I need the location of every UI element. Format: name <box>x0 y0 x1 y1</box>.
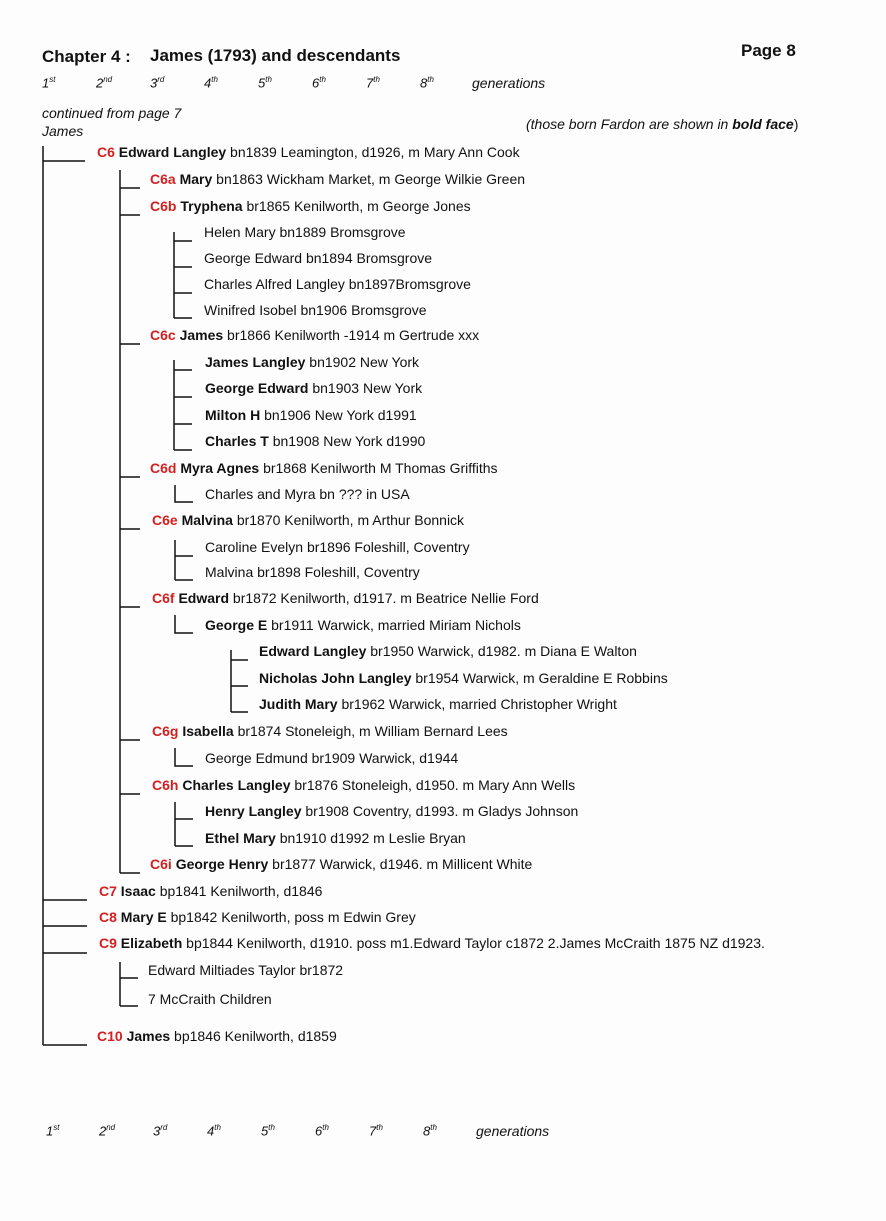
generations-word: generations <box>472 75 546 91</box>
person-name: Henry Langley <box>205 803 302 819</box>
generations-word: generations <box>476 1123 550 1139</box>
generation-suffix: rd <box>160 1123 168 1132</box>
person-details: bp1842 Kenilworth, poss m Edwin Grey <box>166 909 416 925</box>
tree-entry <box>259 696 617 712</box>
person-details: bp1846 Kenilworth, d1859 <box>170 1028 337 1044</box>
tree-entry <box>204 276 471 292</box>
person-code: C6g <box>152 723 183 739</box>
person-name: Malvina <box>181 512 233 528</box>
person-name: Myra Agnes <box>180 460 260 476</box>
tree-entry <box>205 617 521 633</box>
generation-number: 3 <box>153 1123 161 1139</box>
person-code: C7 <box>99 883 121 899</box>
person-code: C6c <box>150 327 180 343</box>
person-details: bn1910 d1992 m Leslie Bryan <box>275 830 466 846</box>
tree-entry <box>150 327 479 343</box>
person-name: Edward <box>178 590 230 606</box>
person-name: Nicholas John Langley <box>259 670 412 686</box>
generation-number: 4 <box>204 75 212 91</box>
person-name: Ethel Mary <box>205 830 276 846</box>
tree-entry <box>204 224 406 240</box>
person-name: Isaac <box>120 883 156 899</box>
person-details: br1908 Coventry, d1993. m Gladys Johnson <box>301 803 579 819</box>
person-name: George Edward <box>205 380 309 396</box>
person-details: br1872 Kenilworth, d1917. m Beatrice Nellie Ford <box>229 590 539 606</box>
generation-suffix: th <box>430 1123 437 1132</box>
person-code: C6i <box>150 856 176 872</box>
continued-note: continued from page 7 <box>42 105 182 121</box>
person-details: br1950 Warwick, d1982. m Diana E Walton <box>366 643 637 659</box>
person-code: C6 <box>97 144 119 160</box>
generation-number: 5 <box>261 1123 269 1139</box>
person-details: bn1863 Wickham Market, m George Wilkie Green <box>212 171 526 187</box>
tree-entry <box>152 512 464 528</box>
generation-number: 5 <box>258 75 266 91</box>
legend-bold: bold face <box>732 116 794 132</box>
person-name: Milton H <box>205 407 261 423</box>
person-details: br1874 Stoneleigh, m William Bernard Lees <box>233 723 508 739</box>
tree-entry <box>205 564 420 580</box>
tree-entry <box>205 433 425 449</box>
generation-suffix: nd <box>103 75 113 84</box>
tree-entry <box>150 460 498 476</box>
person-details: br1877 Warwick, d1946. m Millicent White <box>268 856 533 872</box>
tree-entry <box>205 407 417 423</box>
person-details: br1868 Kenilworth M Thomas Griffiths <box>259 460 498 476</box>
person-name: George E <box>205 617 268 633</box>
tree-entry <box>97 1028 337 1044</box>
tree-entry <box>205 539 470 555</box>
tree-entry <box>259 670 668 686</box>
person-name: Mary E <box>120 909 167 925</box>
person-details: bn1908 New York d1990 <box>268 433 426 449</box>
person-name: Charles T <box>205 433 269 449</box>
legend-text: (those born Fardon are shown in <box>526 116 733 132</box>
person-details: bn1902 New York <box>305 354 420 370</box>
tree-entry <box>152 590 539 606</box>
person-code: C8 <box>99 909 121 925</box>
tree-entry <box>204 302 427 318</box>
generation-suffix: st <box>49 75 56 84</box>
page-number: Page 8 <box>741 41 796 60</box>
tree-entry <box>97 144 520 160</box>
person-name: Edward Langley <box>118 144 227 160</box>
tree-entry <box>152 723 508 739</box>
person-details: Caroline Evelyn br1896 Foleshill, Coventry <box>205 539 470 555</box>
person-name: James <box>126 1028 171 1044</box>
person-details: George Edward bn1894 Bromsgrove <box>204 250 433 266</box>
person-code: C6b <box>150 198 181 214</box>
person-details: Helen Mary bn1889 Bromsgrove <box>204 224 406 240</box>
chapter-label: Chapter 4 : <box>42 47 131 66</box>
tree-entry <box>148 962 343 978</box>
tree-entry <box>205 354 419 370</box>
person-name: George Henry <box>175 856 269 872</box>
tree-entry <box>152 777 575 793</box>
tree-entry <box>205 750 458 766</box>
legend-close: ) <box>793 116 799 132</box>
generation-suffix: th <box>376 1123 383 1132</box>
person-code: C10 <box>97 1028 127 1044</box>
generation-number: 7 <box>366 75 374 91</box>
person-details: bp1844 Kenilworth, d1910. poss m1.Edward Taylor c1872 2.James McCraith 1875 NZ d1923. <box>182 935 765 951</box>
person-details: br1865 Kenilworth, m George Jones <box>242 198 471 214</box>
person-details: br1866 Kenilworth -1914 m Gertrude xxx <box>223 327 480 343</box>
person-name: Elizabeth <box>120 935 183 951</box>
tree-entry <box>99 909 416 925</box>
generation-number: 3 <box>150 75 158 91</box>
tree-entry <box>205 486 410 502</box>
person-code: C6e <box>152 512 182 528</box>
generation-number: 6 <box>315 1123 323 1139</box>
person-details: bp1841 Kenilworth, d1846 <box>155 883 323 899</box>
person-details: Winifred Isobel bn1906 Bromsgrove <box>204 302 427 318</box>
person-details: Edward Miltiades Taylor br1872 <box>148 962 344 978</box>
tree-entry <box>150 171 525 187</box>
person-details: 7 McCraith Children <box>148 991 272 1007</box>
person-code: C6a <box>150 171 180 187</box>
tree-entry <box>148 991 272 1007</box>
generation-number: 2 <box>99 1123 107 1139</box>
person-details: br1911 Warwick, married Miriam Nichols <box>267 617 521 633</box>
generation-number: 1 <box>42 75 50 91</box>
tree-entry <box>150 198 471 214</box>
person-details: bn1839 Leamington, d1926, m Mary Ann Cook <box>226 144 520 160</box>
tree-entry <box>204 250 432 266</box>
person-details: Malvina br1898 Foleshill, Coventry <box>205 564 420 580</box>
tree-entry <box>99 883 322 899</box>
generation-suffix: th <box>214 1123 221 1132</box>
generation-number: 4 <box>207 1123 215 1139</box>
person-details: George Edmund br1909 Warwick, d1944 <box>205 750 459 766</box>
person-details: Charles and Myra bn ??? in USA <box>205 486 410 502</box>
person-name: Edward Langley <box>259 643 367 659</box>
person-details: br1962 Warwick, married Christopher Wright <box>337 696 617 712</box>
generation-suffix: th <box>373 75 380 84</box>
person-code: C6f <box>152 590 179 606</box>
generation-number: 2 <box>96 75 104 91</box>
person-code: C6h <box>152 777 183 793</box>
person-details: bn1903 New York <box>308 380 423 396</box>
generation-suffix: th <box>268 1123 275 1132</box>
generation-number: 8 <box>420 75 428 91</box>
generation-suffix: th <box>211 75 218 84</box>
tree-entry <box>259 643 637 659</box>
generation-number: 8 <box>423 1123 431 1139</box>
tree-entry <box>205 380 422 396</box>
person-name: Isabella <box>182 723 234 739</box>
generation-suffix: th <box>322 1123 329 1132</box>
person-details: bn1906 New York d1991 <box>260 407 417 423</box>
generation-suffix: th <box>319 75 326 84</box>
tree-entry <box>205 830 466 846</box>
person-details: br1870 Kenilworth, m Arthur Bonnick <box>232 512 465 528</box>
person-details: br1876 Stoneleigh, d1950. m Mary Ann Wells <box>290 777 576 793</box>
person-name: James Langley <box>205 354 306 370</box>
generation-number: 6 <box>312 75 320 91</box>
generation-suffix: rd <box>157 75 165 84</box>
root-ancestor: James <box>42 123 84 139</box>
person-code: C6d <box>150 460 181 476</box>
tree-entry <box>99 935 765 951</box>
generation-suffix: st <box>53 1123 60 1132</box>
person-name: Charles Langley <box>182 777 291 793</box>
generation-suffix: nd <box>106 1123 116 1132</box>
person-name: James <box>179 327 224 343</box>
generation-number: 7 <box>369 1123 377 1139</box>
person-name: Mary <box>179 171 213 187</box>
person-code: C9 <box>99 935 121 951</box>
person-details: br1954 Warwick, m Geraldine E Robbins <box>411 670 668 686</box>
person-name: Judith Mary <box>259 696 338 712</box>
generation-suffix: th <box>427 75 434 84</box>
generation-suffix: th <box>265 75 272 84</box>
chapter-title: James (1793) and descendants <box>150 46 401 65</box>
generation-number: 1 <box>46 1123 54 1139</box>
person-name: Tryphena <box>180 198 243 214</box>
tree-entry <box>150 856 532 872</box>
person-details: Charles Alfred Langley bn1897Bromsgrove <box>204 276 471 292</box>
tree-entry <box>205 803 578 819</box>
